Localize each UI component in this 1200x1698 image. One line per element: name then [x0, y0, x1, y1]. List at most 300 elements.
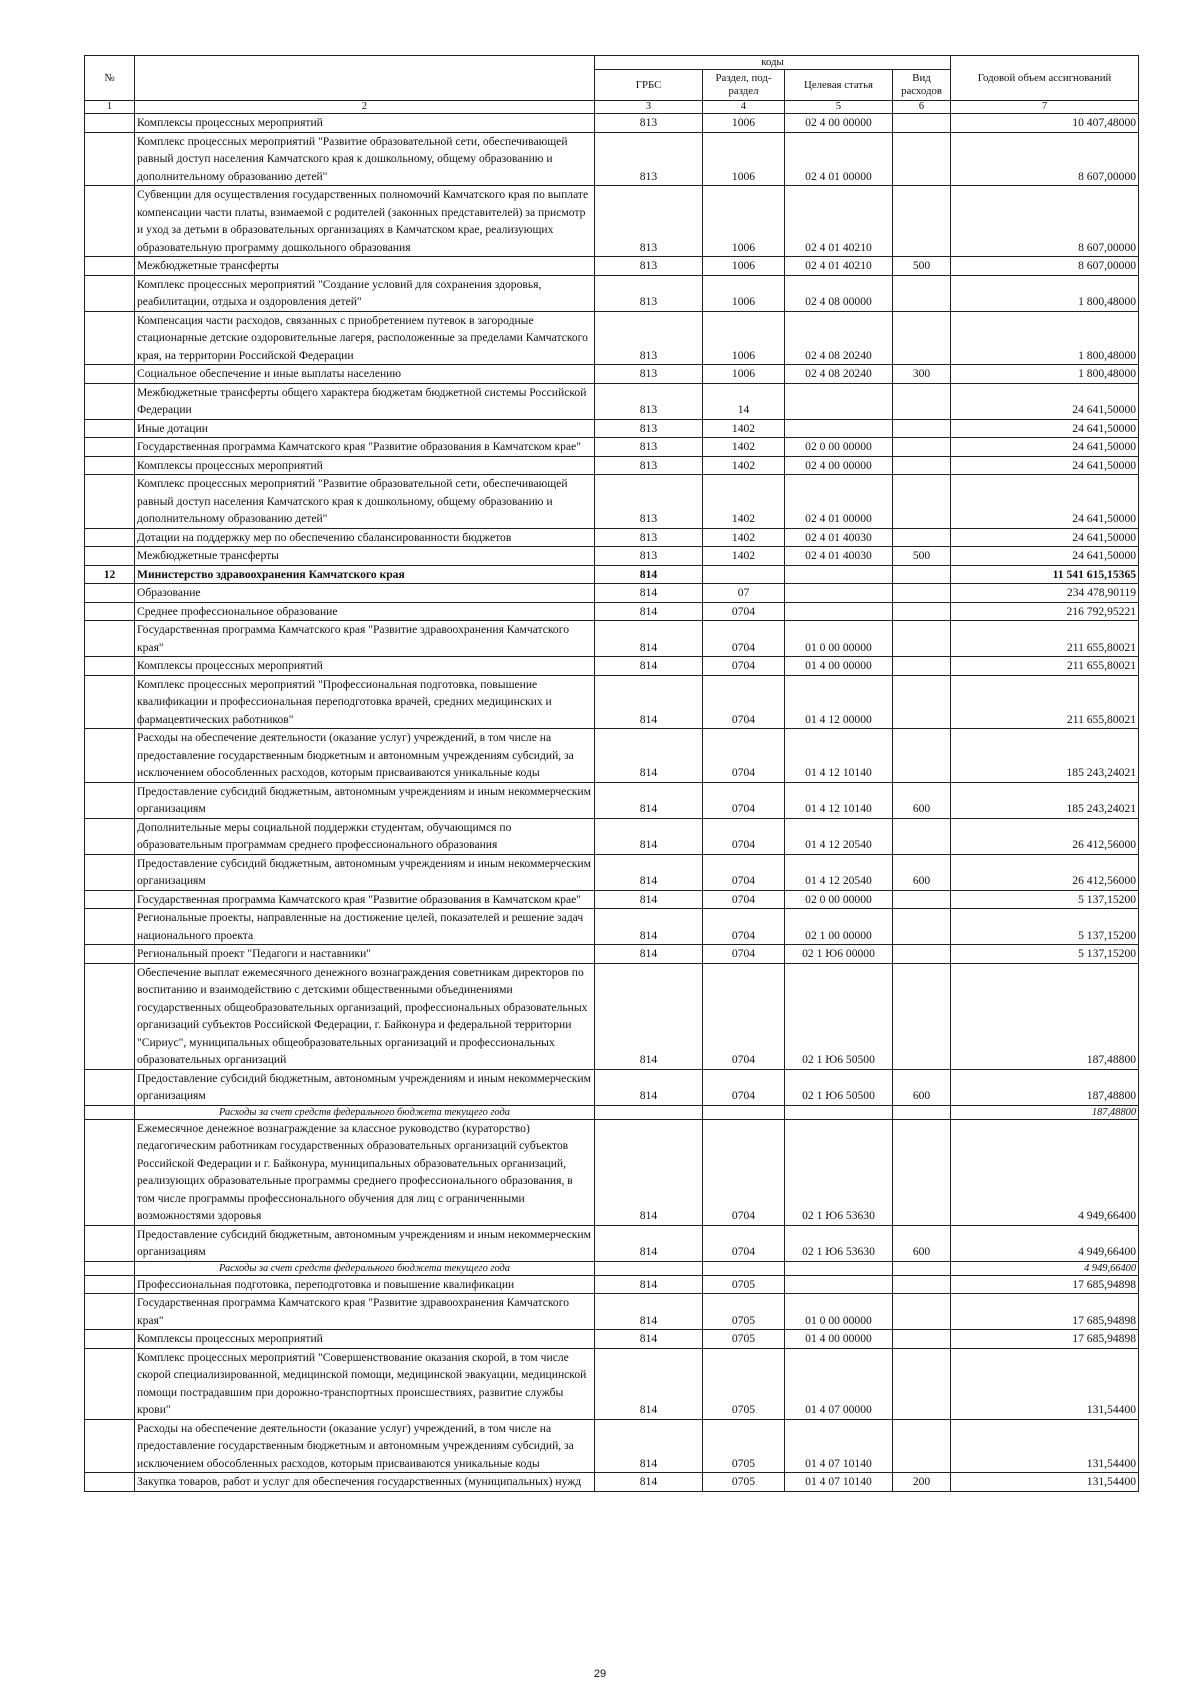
cell-target: 01 4 00 00000: [785, 1330, 893, 1349]
cell-grbs: [595, 1105, 703, 1119]
header-index: 6: [893, 101, 951, 114]
header-index: 1: [85, 101, 135, 114]
table-row: [85, 1294, 1139, 1330]
cell-grbs: 814: [595, 1330, 703, 1349]
cell-target: 02 1 Ю6 50500: [785, 963, 893, 1069]
cell-no: [85, 675, 135, 729]
table-row: [85, 818, 1139, 854]
cell-target: 02 4 01 40030: [785, 547, 893, 566]
cell-name: Расходы на обеспечение деятельности (оказание услуг) учреждений, в том числе на предоставление государственным бюджетным и автономным учреждениям субсидий, за исключением обособленных расходов, которым присваиваются уникальные коды: [135, 729, 595, 783]
cell-section: 1006: [703, 114, 785, 133]
cell-grbs: 813: [595, 528, 703, 547]
cell-expense-type: [893, 1419, 951, 1473]
cell-amount: 24 641,50000: [951, 547, 1139, 566]
cell-expense-type: [893, 729, 951, 783]
cell-target: 02 0 00 00000: [785, 438, 893, 457]
cell-amount: 216 792,95221: [951, 602, 1139, 621]
cell-target: 02 1 Ю6 00000: [785, 945, 893, 964]
cell-amount: 4 949,66400: [951, 1225, 1139, 1261]
cell-amount: 24 641,50000: [951, 456, 1139, 475]
cell-no: [85, 963, 135, 1069]
cell-target: 01 4 12 10140: [785, 782, 893, 818]
cell-no: [85, 909, 135, 945]
cell-amount: 10 407,48000: [951, 114, 1139, 133]
cell-section: 1006: [703, 311, 785, 365]
cell-no: 12: [85, 565, 135, 584]
cell-expense-type: 600: [893, 854, 951, 890]
cell-target: [785, 565, 893, 584]
cell-grbs: 813: [595, 475, 703, 529]
cell-grbs: 813: [595, 383, 703, 419]
cell-grbs: 814: [595, 909, 703, 945]
cell-expense-type: [893, 621, 951, 657]
cell-name: Расходы за счет средств федерального бюджета текущего года: [135, 1105, 595, 1119]
header-index: 4: [703, 101, 785, 114]
cell-grbs: 813: [595, 438, 703, 457]
cell-amount: 24 641,50000: [951, 528, 1139, 547]
cell-amount: 211 655,80021: [951, 621, 1139, 657]
cell-no: [85, 365, 135, 384]
cell-no: [85, 1348, 135, 1419]
cell-target: 01 4 12 20540: [785, 854, 893, 890]
cell-expense-type: [893, 1348, 951, 1419]
cell-name: Обеспечение выплат ежемесячного денежного вознаграждения советникам директоров по воспитанию и взаимодействию с детскими общественными объединениями государственных общеобразовательных организаций, профессиональных образовательных организаций субъектов Российской Федерации, г. Байконура и федеральной территории "Сириус", муниципальных общеобразовательных организаций и профессиональных образовательных организаций: [135, 963, 595, 1069]
cell-section: 0704: [703, 729, 785, 783]
table-row: [85, 1261, 1139, 1275]
cell-no: [85, 1225, 135, 1261]
cell-section: [703, 1105, 785, 1119]
cell-expense-type: [893, 602, 951, 621]
cell-name: Комплексы процессных мероприятий: [135, 657, 595, 676]
cell-expense-type: [893, 1330, 951, 1349]
cell-section: 0704: [703, 890, 785, 909]
cell-section: 0704: [703, 945, 785, 964]
cell-grbs: 814: [595, 782, 703, 818]
cell-no: [85, 456, 135, 475]
cell-amount: 24 641,50000: [951, 383, 1139, 419]
table-row: [85, 365, 1139, 384]
cell-section: 0705: [703, 1275, 785, 1294]
cell-grbs: 814: [595, 584, 703, 603]
cell-target: 01 0 00 00000: [785, 621, 893, 657]
cell-target: [785, 1275, 893, 1294]
cell-grbs: 814: [595, 602, 703, 621]
cell-name: Межбюджетные трансферты: [135, 547, 595, 566]
cell-expense-type: 300: [893, 365, 951, 384]
cell-no: [85, 1330, 135, 1349]
cell-expense-type: [893, 909, 951, 945]
cell-target: 02 1 00 00000: [785, 909, 893, 945]
table-row: [85, 419, 1139, 438]
cell-name: Комплексы процессных мероприятий: [135, 1330, 595, 1349]
cell-no: [85, 1261, 135, 1275]
cell-no: [85, 383, 135, 419]
table-row: [85, 657, 1139, 676]
header-no: №: [85, 56, 135, 101]
cell-target: 02 4 01 00000: [785, 132, 893, 186]
cell-name: Комплекс процессных мероприятий "Развитие образовательной сети, обеспечивающей равный доступ населения Камчатского края к дошкольному, общему образованию и дополнительному образованию детей": [135, 132, 595, 186]
cell-grbs: 813: [595, 311, 703, 365]
cell-no: [85, 945, 135, 964]
cell-name: Министерство здравоохранения Камчатского края: [135, 565, 595, 584]
cell-amount: 185 243,24021: [951, 782, 1139, 818]
cell-no: [85, 1119, 135, 1225]
cell-amount: 17 685,94898: [951, 1330, 1139, 1349]
cell-section: 1006: [703, 365, 785, 384]
cell-target: 02 0 00 00000: [785, 890, 893, 909]
cell-name: Профессиональная подготовка, переподготовка и повышение квалификации: [135, 1275, 595, 1294]
header-volume: Годовой объем ассигнований: [951, 56, 1139, 101]
cell-grbs: 814: [595, 1473, 703, 1492]
cell-expense-type: [893, 1275, 951, 1294]
cell-grbs: 814: [595, 1225, 703, 1261]
cell-name: Предоставление субсидий бюджетным, автономным учреждениям и иным некоммерческим организациям: [135, 1069, 595, 1105]
cell-target: 02 1 Ю6 53630: [785, 1119, 893, 1225]
cell-section: 0704: [703, 675, 785, 729]
cell-name: Социальное обеспечение и иные выплаты населению: [135, 365, 595, 384]
cell-name: Государственная программа Камчатского края "Развитие образования в Камчатском крае": [135, 890, 595, 909]
cell-expense-type: 600: [893, 1069, 951, 1105]
table-row: [85, 257, 1139, 276]
cell-grbs: [595, 1261, 703, 1275]
cell-amount: 131,54400: [951, 1473, 1139, 1492]
cell-grbs: 813: [595, 419, 703, 438]
cell-no: [85, 890, 135, 909]
cell-name: Компенсация части расходов, связанных с приобретением путевок в загородные стационарные детские оздоровительные лагеря, расположенные за пределами Камчатского края, на территории Российской Федерации: [135, 311, 595, 365]
cell-amount: 24 641,50000: [951, 438, 1139, 457]
cell-no: [85, 602, 135, 621]
header-index: 5: [785, 101, 893, 114]
cell-amount: 5 137,15200: [951, 909, 1139, 945]
cell-target: 02 4 08 00000: [785, 275, 893, 311]
cell-section: 0704: [703, 657, 785, 676]
cell-expense-type: [893, 186, 951, 257]
cell-grbs: 814: [595, 890, 703, 909]
cell-no: [85, 275, 135, 311]
table-row: [85, 383, 1139, 419]
cell-expense-type: [893, 1105, 951, 1119]
cell-amount: 24 641,50000: [951, 419, 1139, 438]
cell-expense-type: [893, 438, 951, 457]
table-row: [85, 528, 1139, 547]
cell-amount: 211 655,80021: [951, 657, 1139, 676]
cell-target: 02 4 01 40030: [785, 528, 893, 547]
cell-name: Дотации на поддержку мер по обеспечению сбалансированности бюджетов: [135, 528, 595, 547]
header-codes: коды: [595, 56, 951, 70]
cell-target: 02 1 Ю6 53630: [785, 1225, 893, 1261]
cell-section: 14: [703, 383, 785, 419]
budget-table: [84, 55, 1139, 1492]
cell-target: 01 4 07 00000: [785, 1348, 893, 1419]
cell-expense-type: [893, 456, 951, 475]
cell-name: Закупка товаров, работ и услуг для обеспечения государственных (муниципальных) нужд: [135, 1473, 595, 1492]
table-header: [85, 56, 1139, 114]
header-index: 3: [595, 101, 703, 114]
table-row: [85, 186, 1139, 257]
table-row: [85, 854, 1139, 890]
cell-amount: 26 412,56000: [951, 818, 1139, 854]
cell-grbs: 814: [595, 565, 703, 584]
cell-expense-type: 600: [893, 782, 951, 818]
cell-no: [85, 257, 135, 276]
cell-amount: 5 137,15200: [951, 890, 1139, 909]
cell-target: [785, 383, 893, 419]
cell-section: 1006: [703, 186, 785, 257]
cell-section: 0705: [703, 1419, 785, 1473]
table-row: [85, 1275, 1139, 1294]
cell-expense-type: [893, 475, 951, 529]
page-number: 29: [593, 1668, 607, 1680]
cell-expense-type: 500: [893, 257, 951, 276]
cell-name: Предоставление субсидий бюджетным, автономным учреждениям и иным некоммерческим организациям: [135, 1225, 595, 1261]
table-row: [85, 1473, 1139, 1492]
cell-section: 0704: [703, 818, 785, 854]
cell-grbs: 813: [595, 132, 703, 186]
cell-grbs: 813: [595, 257, 703, 276]
cell-target: [785, 419, 893, 438]
cell-no: [85, 132, 135, 186]
cell-amount: 11 541 615,15365: [951, 565, 1139, 584]
cell-grbs: 814: [595, 1069, 703, 1105]
cell-amount: 1 800,48000: [951, 311, 1139, 365]
cell-target: 02 4 08 20240: [785, 365, 893, 384]
header-name: [135, 56, 595, 101]
cell-expense-type: [893, 275, 951, 311]
cell-no: [85, 854, 135, 890]
cell-grbs: 814: [595, 1294, 703, 1330]
cell-expense-type: [893, 311, 951, 365]
cell-expense-type: 600: [893, 1225, 951, 1261]
table-row: [85, 114, 1139, 133]
cell-expense-type: [893, 963, 951, 1069]
cell-section: 1402: [703, 475, 785, 529]
table-row: [85, 584, 1139, 603]
cell-name: Региональный проект "Педагоги и наставники": [135, 945, 595, 964]
header-expense: Вид расходов: [893, 70, 951, 101]
table-row: [85, 945, 1139, 964]
cell-no: [85, 584, 135, 603]
cell-section: 1006: [703, 257, 785, 276]
cell-amount: 211 655,80021: [951, 675, 1139, 729]
cell-name: Расходы на обеспечение деятельности (оказание услуг) учреждений, в том числе на предоставление государственным бюджетным и автономным учреждениям субсидий, за исключением обособленных расходов, которым присваиваются уникальные коды: [135, 1419, 595, 1473]
cell-amount: 17 685,94898: [951, 1294, 1139, 1330]
budget-document: [84, 55, 1138, 1492]
cell-no: [85, 729, 135, 783]
cell-name: Ежемесячное денежное вознаграждение за классное руководство (кураторство) педагогическим работникам государственных образовательных организаций субъектов Российской Федерации и г. Байконура, муниципальных образовательных организаций, реализующих образовательные программы среднего профессионального образования, в том числе программы профессионального обучения для лиц с ограниченными возможностями здоровья: [135, 1119, 595, 1225]
cell-name: Комплекс процессных мероприятий "Совершенствование оказания скорой, в том числе скорой специализированной, медицинской помощи, медицинской эвакуации, медицинской помощи пострадавшим при дорожно-транспортных происшествиях, развитие службы крови": [135, 1348, 595, 1419]
cell-name: Субвенции для осуществления государственных полномочий Камчатского края по выплате компенсации части платы, взимаемой с родителей (законных представителей) за присмотр и уход за детьми в образовательных организациях в Камчатском крае, реализующих образовательную программу дошкольного образования: [135, 186, 595, 257]
header-index-row: [85, 101, 1139, 114]
cell-section: 0705: [703, 1330, 785, 1349]
table-row: [85, 963, 1139, 1069]
cell-name: Дополнительные меры социальной поддержки студентам, обучающимся по образовательным программам среднего профессионального образования: [135, 818, 595, 854]
cell-section: 0704: [703, 782, 785, 818]
cell-expense-type: [893, 132, 951, 186]
cell-grbs: 814: [595, 963, 703, 1069]
table-row: [85, 132, 1139, 186]
cell-no: [85, 547, 135, 566]
table-row: [85, 909, 1139, 945]
cell-expense-type: [893, 818, 951, 854]
cell-name: Межбюджетные трансферты общего характера бюджетам бюджетной системы Российской Федерации: [135, 383, 595, 419]
table-row: [85, 1105, 1139, 1119]
table-row: [85, 782, 1139, 818]
table-row: [85, 890, 1139, 909]
cell-name: Предоставление субсидий бюджетным, автономным учреждениям и иным некоммерческим организациям: [135, 854, 595, 890]
cell-grbs: 814: [595, 1348, 703, 1419]
table-row: [85, 438, 1139, 457]
cell-expense-type: [893, 890, 951, 909]
cell-grbs: 814: [595, 1119, 703, 1225]
cell-name: Среднее профессиональное образование: [135, 602, 595, 621]
cell-section: 0704: [703, 854, 785, 890]
cell-grbs: 813: [595, 365, 703, 384]
cell-target: 01 4 00 00000: [785, 657, 893, 676]
cell-section: 0705: [703, 1348, 785, 1419]
cell-target: 02 4 08 20240: [785, 311, 893, 365]
cell-target: 02 4 01 40210: [785, 257, 893, 276]
table-row: [85, 547, 1139, 566]
cell-amount: 17 685,94898: [951, 1275, 1139, 1294]
table-row: [85, 1348, 1139, 1419]
cell-amount: 185 243,24021: [951, 729, 1139, 783]
table-row: [85, 729, 1139, 783]
cell-target: [785, 584, 893, 603]
cell-amount: 131,54400: [951, 1419, 1139, 1473]
cell-section: 0704: [703, 963, 785, 1069]
cell-name: Государственная программа Камчатского края "Развитие образования в Камчатском крае": [135, 438, 595, 457]
cell-target: 01 0 00 00000: [785, 1294, 893, 1330]
cell-target: 01 4 12 00000: [785, 675, 893, 729]
cell-no: [85, 782, 135, 818]
table-row: [85, 1225, 1139, 1261]
cell-target: 02 4 00 00000: [785, 456, 893, 475]
header-grbs: ГРБС: [595, 70, 703, 101]
cell-target: 02 4 01 00000: [785, 475, 893, 529]
cell-no: [85, 528, 135, 547]
table-row: [85, 1069, 1139, 1105]
header-section: Раздел, под-раздел: [703, 70, 785, 101]
header-index: 7: [951, 101, 1139, 114]
cell-no: [85, 818, 135, 854]
cell-no: [85, 311, 135, 365]
cell-target: 01 4 12 10140: [785, 729, 893, 783]
cell-no: [85, 438, 135, 457]
cell-section: 0704: [703, 1225, 785, 1261]
cell-target: 02 1 Ю6 50500: [785, 1069, 893, 1105]
cell-no: [85, 419, 135, 438]
cell-grbs: 814: [595, 621, 703, 657]
cell-amount: 187,48800: [951, 1069, 1139, 1105]
cell-expense-type: [893, 383, 951, 419]
cell-amount: 131,54400: [951, 1348, 1139, 1419]
cell-amount: 234 478,90119: [951, 584, 1139, 603]
cell-no: [85, 114, 135, 133]
cell-amount: 187,48800: [951, 1105, 1139, 1119]
table-row: [85, 311, 1139, 365]
cell-no: [85, 1473, 135, 1492]
cell-grbs: 814: [595, 1419, 703, 1473]
header-target: Целевая статья: [785, 70, 893, 101]
cell-expense-type: [893, 114, 951, 133]
table-row: [85, 565, 1139, 584]
cell-no: [85, 621, 135, 657]
cell-target: 01 4 12 20540: [785, 818, 893, 854]
cell-name: Комплекс процессных мероприятий "Профессиональная подготовка, повышение квалификации и профессиональная переподготовка врачей, средних медицинских и фармацевтических работников": [135, 675, 595, 729]
cell-grbs: 813: [595, 547, 703, 566]
cell-section: 1006: [703, 132, 785, 186]
cell-expense-type: [893, 1261, 951, 1275]
cell-section: 1402: [703, 419, 785, 438]
cell-amount: 26 412,56000: [951, 854, 1139, 890]
cell-expense-type: [893, 657, 951, 676]
cell-name: Расходы за счет средств федерального бюджета текущего года: [135, 1261, 595, 1275]
cell-target: [785, 1261, 893, 1275]
cell-amount: 5 137,15200: [951, 945, 1139, 964]
cell-expense-type: [893, 565, 951, 584]
cell-amount: 8 607,00000: [951, 186, 1139, 257]
cell-expense-type: [893, 584, 951, 603]
cell-name: Образование: [135, 584, 595, 603]
cell-no: [85, 1294, 135, 1330]
cell-grbs: 813: [595, 114, 703, 133]
cell-section: 0704: [703, 621, 785, 657]
cell-no: [85, 657, 135, 676]
cell-section: 1402: [703, 528, 785, 547]
cell-target: [785, 1105, 893, 1119]
cell-expense-type: [893, 1294, 951, 1330]
table-row: [85, 602, 1139, 621]
cell-amount: 4 949,66400: [951, 1119, 1139, 1225]
table-row: [85, 1330, 1139, 1349]
cell-name: Комплекс процессных мероприятий "Развитие образовательной сети, обеспечивающей равный доступ населения Камчатского края к дошкольному, общему образованию и дополнительному образованию детей": [135, 475, 595, 529]
cell-section: 0705: [703, 1294, 785, 1330]
cell-amount: 8 607,00000: [951, 132, 1139, 186]
cell-no: [85, 475, 135, 529]
cell-grbs: 814: [595, 818, 703, 854]
cell-section: 07: [703, 584, 785, 603]
cell-section: 1402: [703, 456, 785, 475]
cell-grbs: 814: [595, 1275, 703, 1294]
table-body: [85, 114, 1139, 1492]
cell-no: [85, 1105, 135, 1119]
cell-no: [85, 1275, 135, 1294]
cell-amount: 1 800,48000: [951, 365, 1139, 384]
cell-target: 02 4 01 40210: [785, 186, 893, 257]
table-row: [85, 475, 1139, 529]
cell-amount: 8 607,00000: [951, 257, 1139, 276]
cell-section: 1402: [703, 547, 785, 566]
cell-name: Предоставление субсидий бюджетным, автономным учреждениям и иным некоммерческим организациям: [135, 782, 595, 818]
cell-name: Государственная программа Камчатского края "Развитие здравоохранения Камчатского края": [135, 1294, 595, 1330]
cell-section: 1006: [703, 275, 785, 311]
table-row: [85, 1419, 1139, 1473]
cell-grbs: 814: [595, 945, 703, 964]
cell-grbs: 814: [595, 657, 703, 676]
cell-section: [703, 1261, 785, 1275]
cell-name: Государственная программа Камчатского края "Развитие здравоохранения Камчатского края": [135, 621, 595, 657]
cell-section: 0705: [703, 1473, 785, 1492]
table-row: [85, 675, 1139, 729]
cell-expense-type: [893, 1119, 951, 1225]
cell-section: [703, 565, 785, 584]
cell-expense-type: [893, 419, 951, 438]
cell-expense-type: 200: [893, 1473, 951, 1492]
cell-name: Комплексы процессных мероприятий: [135, 114, 595, 133]
cell-section: 0704: [703, 1119, 785, 1225]
cell-amount: 1 800,48000: [951, 275, 1139, 311]
cell-no: [85, 1419, 135, 1473]
